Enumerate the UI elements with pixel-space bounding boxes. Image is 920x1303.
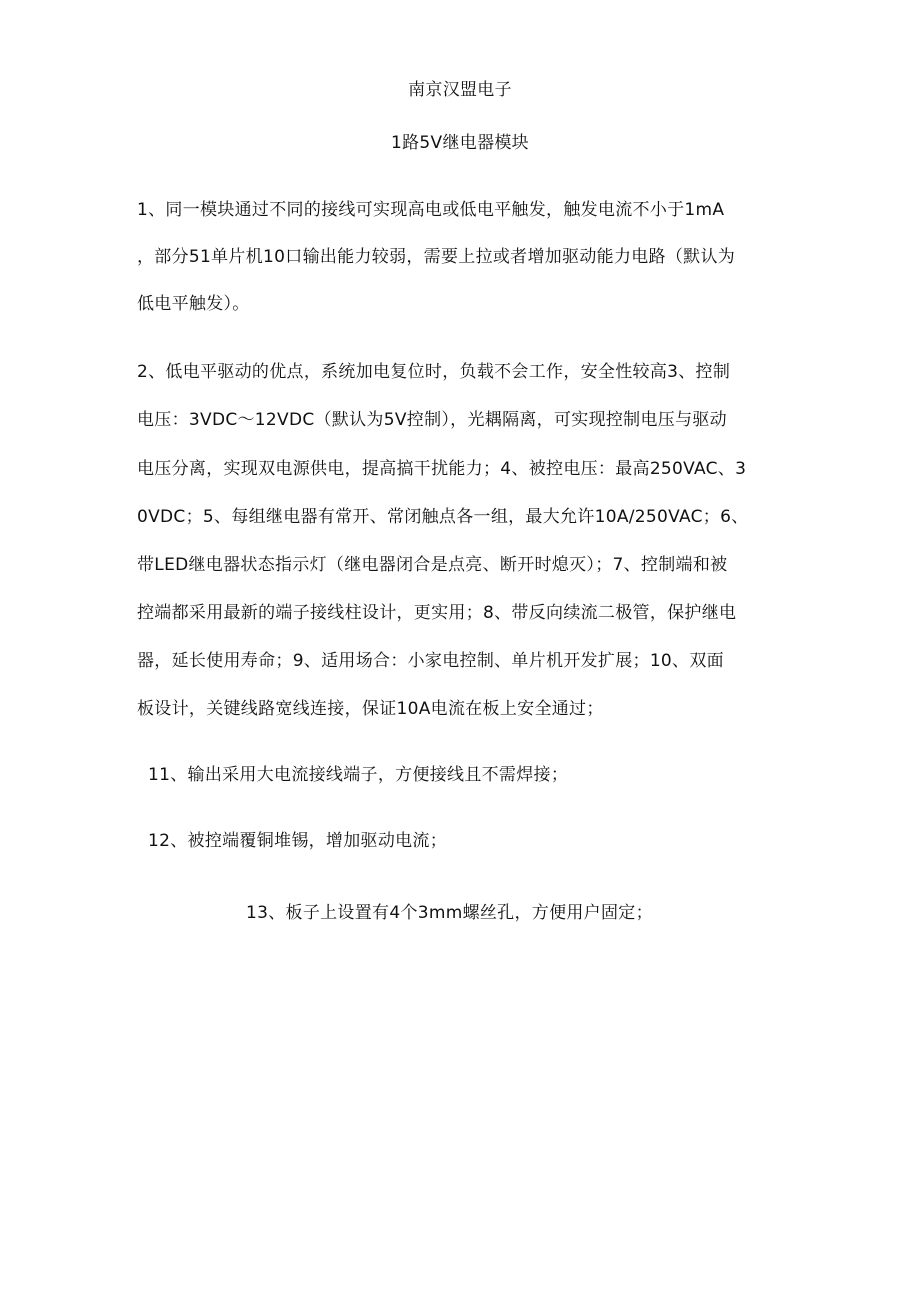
paragraph-line: 带LED继电器状态指示灯（继电器闭合是点亮、断开时熄灭）；7、控制端和被 bbox=[137, 555, 728, 575]
paragraph-line: 1、同一模块通过不同的接线可实现高电或低电平触发，触发电流不小于1mA bbox=[137, 200, 725, 220]
paragraph-line: 器，延长使用寿命；9、适用场合：小家电控制、单片机开发扩展；10、双面 bbox=[137, 651, 724, 671]
paragraph-line: 电压分离，实现双电源供电，提高搞干扰能力；4、被控电压：最高250VAC、3 bbox=[137, 459, 747, 479]
paragraph-line: ，部分51单片机10口输出能力较弱，需要上拉或者增加驱动能力电路（默认为 bbox=[137, 247, 736, 267]
paragraph-line: 控端都采用最新的端子接线柱设计，更实用；8、带反向续流二极管，保护继电 bbox=[137, 603, 737, 623]
paragraph-line: 2、低电平驱动的优点，系统加电复位时，负载不会工作，安全性较高3、控制 bbox=[137, 362, 731, 382]
item-12: 12、被控端覆铜堆锡，增加驱动电流； bbox=[148, 831, 448, 851]
product-title: 1路5V继电器模块 bbox=[391, 133, 529, 153]
company-title: 南京汉盟电子 bbox=[408, 80, 512, 100]
paragraph-line: 板设计，关键线路宽线连接，保证10A电流在板上安全通过； bbox=[137, 699, 604, 719]
paragraph-line: 电压：3VDC～12VDC（默认为5V控制），光耦隔离，可实现控制电压与驱动 bbox=[137, 410, 727, 430]
paragraph-line: 0VDC；5、每组继电器有常开、常闭触点各一组，最大允许10A/250VAC；6、 bbox=[137, 507, 749, 527]
item-13: 13、板子上设置有4个3mm螺丝孔，方便用户固定； bbox=[246, 903, 653, 923]
item-11: 11、输出采用大电流接线端子，方便接线且不需焊接； bbox=[148, 765, 569, 785]
paragraph-line: 低电平触发）。 bbox=[137, 294, 250, 314]
